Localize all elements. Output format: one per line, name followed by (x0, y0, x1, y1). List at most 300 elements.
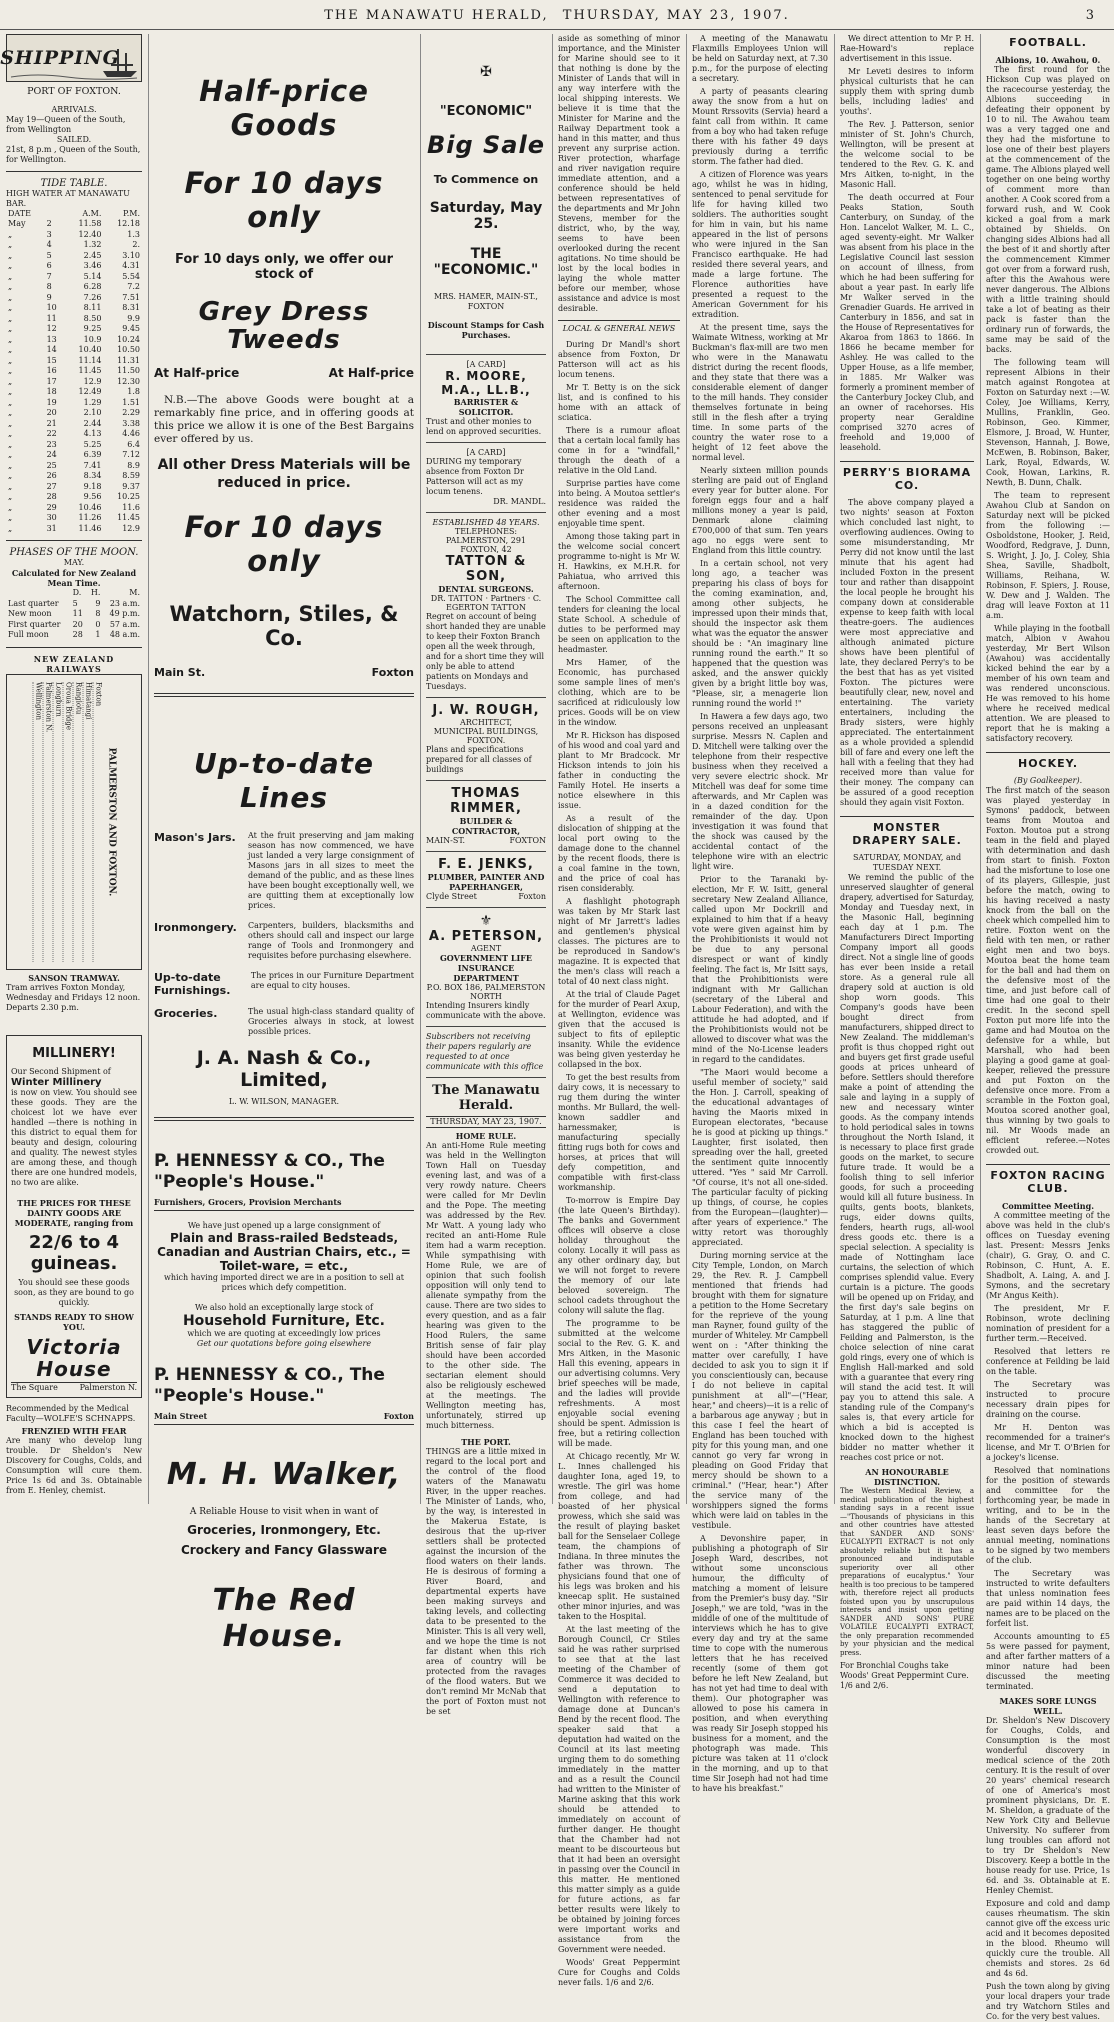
est-text: ESTABLISHED 48 YEARS. (432, 518, 540, 527)
frenzied-text: Are many who develop lung trouble. Dr Sheldon's New Discovery for Coughs, Colds, and Consumption will cure them. Price 1s 6d and 3s. Obtainable from E. Henley, chemist. (6, 1435, 142, 1495)
millinery-title: MILLINERY! (32, 1045, 116, 1061)
peterson-addr: P.O. BOX 186, PALMERSTON NORTH (426, 983, 546, 1001)
tide-cell: „ (8, 481, 13, 491)
hennessy2-name: P. HENNESSY & CO., The "People's House." (154, 1365, 385, 1406)
moon-row (6, 599, 142, 610)
tide-cell: 1.32 (83, 240, 102, 249)
tide-cell: 11.31 (117, 355, 140, 365)
walker-goods2: Crockery and Fancy Glassware (180, 1543, 388, 1557)
subscribers-notice: Subscribers not receiving their papers regularly are requested to at once communicate with this office (426, 1032, 544, 1071)
tide-cell: 8.50 (83, 313, 102, 323)
news-paragraph: During Dr Mandl's short absence from Foxton, Dr Patterson will act as his locum tenens. (558, 340, 680, 379)
tramway-title: SANSON TRAMWAY. (28, 972, 120, 983)
news-paragraph: The death occurred at Four Peaks Station, South Canterbury, on Sunday, of the Hon. Lancelot Walker, M. L. C., aged seventy-eight. Mr Walker was absent from his place in the Legislative Council last session on account of illness, from which he had been suffering for about a year past. In early life Mr Walker served in the Grenadier Guards. He arrived in Canterbury in 1856, and sat in the House of Representatives for Akaroa from 1863 to 1866. In 1866 he became member for Ashley. He was called to the Upper House, as a life member, in 1885. Mr Walker was formerly a prominent member of the Canterbury Jockey Club, and an owner of racehorses. His property near Geraldine comprised 3270 acres of freehold and 19,000 of leasehold. (840, 193, 974, 452)
tide-cell: 2.29 (122, 408, 140, 417)
tide-cell: 11 (46, 313, 57, 323)
peterson-text: Intending Insurers kindly communicate with the above. (426, 1001, 546, 1020)
news-paragraph: The president, Mr F. Robinson, wrote declining nomination of president for a further term.—Received. (986, 1304, 1110, 1343)
push-text: Push the town along by giving your local drapers your trade and try Watchorn Stiles and Co. for the very best values. (986, 1982, 1110, 2021)
moon-col-m: M. (129, 588, 140, 597)
shipping-logo-text: SHIPPING (0, 47, 120, 69)
tide-row (6, 387, 142, 398)
tide-cell: 7 (46, 271, 52, 281)
moon-row (6, 609, 142, 620)
news-paragraph: Mr T. Betty is on the sick list, and is confined to his home with an attack of sciatica. (558, 383, 680, 422)
tide-cell: 11.45 (78, 366, 102, 375)
line-item-text: Carpenters, builders, blacksmiths and others should call and inspect our large range of Tools and Ironmongery and requisites before purchasing elsewhere. (248, 921, 414, 960)
news-paragraph: As a result of the dislocation of shipping at the local port owing to the damage done to the channel by the recent floods, there is a coal famine in the town, and the price of coal has risen considerably. (558, 814, 680, 893)
hennessy-text3: We also hold an exceptionally large stock of (195, 1303, 373, 1312)
up-to-date-list (154, 831, 414, 1037)
port-editorial-title: THE PORT. (461, 1437, 511, 1447)
at-half-left: At Half-price (154, 366, 240, 380)
tide-cell: 6.4 (127, 439, 140, 449)
tide-cell: 11.26 (78, 513, 102, 522)
rough-name: J. W. ROUGH, (432, 703, 540, 718)
watchorn-name: Watchorn, Stiles, & Co. (169, 602, 399, 650)
tide-cell: 12.9 (83, 376, 102, 386)
railway-station-name: Himatangi (84, 681, 93, 719)
tide-cell: 6 (46, 261, 52, 270)
half-price-heading: Half-price Goods (199, 74, 369, 142)
tide-cell: „ (8, 324, 13, 333)
news-paragraph: At the trial of Claude Paget for the murder of Pearl Axup, at Wellington, evidence was given that the accused is subject to fits of epileptic insanity. While the evidence was being given yesterday he collapsed in the box. (558, 990, 680, 1069)
tide-cell: 11.58 (78, 219, 102, 228)
railway-station (63, 682, 73, 962)
tide-cell: 4 (46, 240, 52, 249)
news-paragraph: To get the best results from dairy cows, it is necessary to rug them during the winter months. Mr Bullard, the well-known saddler and harnessmaker, is manufacturing specially fitting rugs both for cows and horses, at prices that will defy competition, and compatible with first-class workmanship. (558, 1073, 680, 1192)
peterson-dept: GOVERNMENT LIFE INSURANCE DEPARTMENT (439, 953, 533, 983)
rimmer-name: THOMAS RIMMER, (450, 786, 522, 816)
port-editorial-text: THINGS are a little mixed in regard to the local port and the control of the flood waters of the Manawatu River, in the upper reaches. The Minister of Lands, who, by the way, is interested in the Makerua Estate, is desirous that the up-river settlers shall be protected against the incursion of the flood waters on their lands. He is desirous of forming a River Board, and departmental experts have been making surveys and taking levels, and collecting data to be presented to the Minister. This is all very well, and we hope the time is not far distant when this rich area of country will be protected from the ravages of the flood waters. But we don't remind Mr McNab that the port of Foxton must not be set (426, 1447, 546, 1716)
rimmer-title: BUILDER & CONTRACTOR, (451, 816, 521, 836)
telephones-label: TELEPHONES: (454, 527, 518, 536)
mandl-text: DURING my temporary absence from Foxton Dr Patterson will act as my locum tenens. (426, 457, 524, 496)
news-paragraph: "The Maori would become a useful member of society," said the Hon. J. Carroll, speaking of the educational advantages of having the Maoris mixed in European electorates, "because he is good at picking up things." Laughter, first isolated, then spreading over the hall, greeted the sentiment quite innocently uttered. "Yes " said Mr Carroll. "Of course, it's not all one-sided. The particular faculty of picking up things, of course, he copies from the European—(laughter)—after years of experience." The witty retort was thoroughly appreciated. (692, 1068, 828, 1247)
line-item (154, 921, 414, 961)
tide-row (6, 282, 142, 293)
news-paragraph: Mr H. Denton was recommended for a trainer's license, and Mr T. O'Brien for a jockey's license. (986, 1423, 1110, 1462)
arrivals-label: ARRIVALS. (51, 104, 97, 114)
moore-name: R. MOORE, M.A., LL.B., (441, 369, 531, 397)
news-list-2 (692, 34, 828, 1794)
tatton-title: DENTAL SURGEONS. (438, 584, 534, 594)
news-paragraph: Nearly sixteen million pounds sterling are paid out of England every year for butter alone. For foreign eggs four and a half millions money a year is paid, Denmark alone claiming £700,000 of that sum. Ten years ago no eggs were sent to England from this little country. (692, 466, 828, 555)
tide-cell: 12.40 (78, 229, 102, 239)
tide-cell: 2.44 (83, 418, 102, 428)
tide-cell: 22 (46, 429, 57, 438)
tide-cell: 5.14 (83, 271, 102, 281)
tide-cell: „ (8, 397, 13, 407)
tide-cell: „ (8, 387, 13, 396)
tide-cell: 3.46 (83, 261, 102, 270)
line-item-label: Ironmongery. (154, 921, 237, 934)
tide-cell: 10.50 (117, 345, 140, 354)
moon-cell: 49 p.m. (109, 609, 140, 618)
tide-cell: „ (8, 366, 13, 375)
arrival-line: May 19—Queen of the South, from Wellington (6, 114, 126, 134)
moon-col-phase (6, 588, 71, 599)
tide-cell: 11.50 (117, 366, 140, 375)
moon-cell: Full moon (8, 630, 49, 639)
home-rule-title: HOME RULE. (455, 1131, 517, 1141)
tide-cell: „ (8, 240, 13, 249)
tide-cell: „ (8, 523, 13, 533)
hennessy-sub: Furnishers, Grocers, Provision Merchants (154, 1197, 414, 1211)
tide-cell: 25 (46, 460, 57, 470)
tide-cell: 21 (46, 418, 57, 428)
news-paragraph: A party of peasants clearing away the snow from a hut on Mount Rrssovits (Servia) heard a faint call from within. It came from a boy who had taken refuge there with his father 49 days previously during a terrific storm. The father had died. (692, 87, 828, 166)
moon-cell: 8 (95, 609, 101, 618)
tide-cell: 31 (46, 523, 57, 533)
news-paragraph: Accounts amounting to £5 5s were passed for payment, and after farther matters of a minor nature had been discussed the meeting terminated. (986, 1632, 1110, 1691)
tide-cell: 6.39 (83, 450, 102, 459)
tide-cell: „ (8, 271, 13, 281)
tide-row (6, 219, 142, 230)
tide-cell: 10 (46, 303, 57, 312)
tide-row (6, 398, 142, 409)
sailed-label: SAILED. (56, 134, 92, 144)
port-title: PORT OF FOXTON. (27, 86, 121, 97)
racing-sub: Committee Meeting. (1002, 1201, 1094, 1211)
news-paragraph: While playing in the football match, Albion v Awahou yesterday, Mr Bert Wilson (Awahou) was accidentally kicked behind the ear by a member of his own team and was rendered unconscious. He was removed to his home where he received medical attention. We are pleased to report that he is making a satisfactory recovery. (986, 624, 1110, 743)
railway-station (43, 682, 53, 962)
news-paragraph: A committee meeting of the above was held in the club's offices on Tuesday evening last. Present: Messrs Jenks (chair), G. Gray, O. and C. Robinson, C. Hunt, A. E. Shadbolt, A. Laing, A. and J. Symons, and the secretary (Mr Angus Keith). (986, 1211, 1110, 1300)
jenks-name: F. E. JENKS, (438, 857, 534, 872)
railway-station (93, 682, 103, 962)
tide-cell: „ (8, 471, 13, 480)
tide-cell: 7.41 (83, 460, 102, 470)
news-list-3 (840, 34, 974, 453)
news-paragraph: Mr R. Hickson has disposed of his wood and coal yard and plant to Mr Bradcock. Mr Hickson intends to join his father in conducting the Family Hotel. He inserts a notice elsewhere in this issue. (558, 731, 680, 810)
tide-cell: 5 (46, 250, 52, 260)
monster-text (840, 873, 974, 1463)
sale-date: Saturday, May 25. (429, 200, 543, 232)
prices-text: You should see these goods soon, as they are bound to go quickly. (14, 1277, 134, 1307)
tide-cell: 1.51 (122, 397, 140, 407)
hennessy-name: P. HENNESSY & CO., The "People's House." (154, 1151, 385, 1192)
line-item (154, 971, 414, 997)
tide-cell: 3.38 (122, 418, 140, 428)
tide-row (6, 314, 142, 325)
line-item-label: Up-to-date Furnishings. (154, 971, 231, 997)
red-house: The Red House. (212, 1583, 356, 1654)
tide-row (6, 524, 142, 535)
card-label: [A CARD] (466, 360, 506, 369)
shipping-logo (0, 34, 142, 82)
jenks-addr-left: Clyde Street (426, 892, 477, 901)
railway-station (73, 682, 83, 962)
rough-text: Plans and specifications prepared for all classes of buildings (426, 745, 532, 774)
millinery-bold: Winter Millinery (11, 1076, 102, 1088)
railway-station (33, 682, 43, 962)
tide-cell: 9.9 (127, 313, 140, 323)
news-paragraph: To-morrow is Empire Day (the late Queen's Birthday). The banks and Government offices will observe a close holiday throughout the colony. Locally it will pass as any other ordinary day, but we will not forget to revere the memory of our late beloved sovereign. The school cadets throughout the colony will salute the flag. (558, 1196, 680, 1315)
tide-row (6, 240, 142, 251)
tide-cell: 10.40 (78, 345, 102, 354)
moon-cell: 5 (72, 598, 78, 608)
tide-row (6, 440, 142, 451)
column-news-2 (692, 34, 828, 1793)
millinery-ad (6, 1035, 142, 1398)
column-shipping (0, 34, 142, 1504)
tatton-text: Regret on account of being short handed they are unable to keep their Foxton Branch open all the week through, and for a short time they will only be able to attend patients on Mondays and Tuesdays. (426, 612, 546, 691)
tide-sub: HIGH WATER AT MANAWATU BAR. (6, 188, 130, 208)
tide-cell: 19 (46, 397, 57, 407)
tide-col-pm: P.M. (122, 208, 140, 218)
tide-row (6, 492, 142, 503)
moon-row (6, 630, 142, 641)
tide-row (6, 461, 142, 472)
rough-title: ARCHITECT, (459, 718, 513, 727)
tide-cell: 10.46 (78, 502, 102, 512)
hamer-text: MRS. HAMER, MAIN-ST., FOXTON (434, 292, 538, 311)
tide-cell: 12 (46, 324, 57, 333)
tide-cell: 1.8 (127, 387, 140, 396)
hennessy-text4: which we are quoting at exceedingly low prices (187, 1329, 381, 1338)
football-text (986, 65, 1110, 744)
tide-cell: 12.18 (117, 219, 140, 228)
news-paragraph: At the present time, says the Waimate Witness, working at Mr Buckman's flax-mill are two men who were in the Manawatu district during the recent floods, and they state that there was a considerable element of danger to the mill hands. They consider themselves fortunate in being still in the flesh after a trying time. In some parts of the country the water rose to a height of 12 feet above the normal level. (692, 323, 828, 462)
tide-cell: „ (8, 460, 13, 470)
hockey-text: The first match of the season was played yesterday in Symons' paddock, between teams from Moutoa and Foxton. Moutoa put a strong team in the field and played with determination and dash from start to finish. Foxton had the misfortune to lose one of its players, Gillespie, just before the match, owing to his having received a nasty knock from the ball on the cheek which compelled him to retire. Foxton went on the field with ten men, or rather eight men and two boys. Moutoa beat the home team for the ball and had them on the defensive most of the time, and just before call of time had one goal to their credit. In the second spell Foxton put more life into the game and had Moutoa on the defensive for a while, but Marshall, who had been playing a good game at goal-keeper, relieved the pressure and put Foxton on the defensive once more. From a scramble in the Foxton goal, Moutoa scored another goal, thus winning by two goals to nil. Mr Woods made an efficient referee.—Notes crowded out. (986, 786, 1110, 1155)
tide-cell: 1.29 (83, 397, 102, 407)
news-paragraph: The Secretary was instructed to procure necessary drain pipes for draining on the course. (986, 1380, 1110, 1419)
moon-cell: 11 (72, 609, 83, 618)
column-news-3 (840, 34, 974, 1690)
tide-col-date: DATE (8, 208, 31, 218)
news-paragraph: During morning service at the City Temple, London, on March 29, the Rev. R. J. Campbell mentioned that friends had brought with them for signature a petition to the Home Secretary for the reprieve of the young man Rayner, found guilty of the murder of Whiteley. Mr Campbell went on : "After thinking the matter over carefully, I have decided to ask you to sign it if you conscientiously can, because I do not believe in capital punishment at all"—("Hear, hear," and cheers)—it is a relic of a barbarous age anyway ; but in this case I feel the heart of England has been touched with pity for this young man, and one cannot go very far wrong in pleading on Good Friday that mercy should be shown to a criminal." ("Hear, hear.") After the service many of the worshippers signed the forms which were laid on tables in the vestibule. (692, 1251, 828, 1530)
all-other-text: All other Dress Materials will be reduced in price. (157, 457, 411, 491)
moon-cell: 28 (72, 630, 83, 639)
offer-text: For 10 days only, we offer our stock of (175, 252, 393, 282)
tide-cell: 3.10 (122, 250, 140, 260)
jenks-title: PLUMBER, PAINTER AND PAPERHANGER, (427, 872, 545, 892)
tide-cell: 7.26 (83, 292, 102, 302)
news-paragraph: A citizen of Florence was years ago, whilst he was in hiding, sentenced to penal servitude for life for having killed two soldiers. The authorities sought for him in vain, but his name appeared in the list of persons who were injured in the San Francisco earthquake. He had resided there several years, and made a large fortune. The Florence authorities have presented a request to the American Government for his extradition. (692, 170, 828, 319)
tide-cell: 9 (46, 292, 52, 302)
nb-text: N.B.—The above Goods were bought at a remarkably fine price, and in offering goods at this price we allow it is one of the Best Bargains ever offered by us. (154, 394, 414, 445)
railway-station-name: Longburn (54, 681, 63, 717)
tide-row (6, 293, 142, 304)
tide-cell: „ (8, 282, 13, 291)
tide-cell: 9.45 (122, 324, 140, 333)
tide-cell: 8.11 (83, 303, 102, 312)
tide-row (6, 335, 142, 346)
tide-cell: 9.18 (83, 481, 102, 491)
tatton-name: TATTON & SON, (445, 554, 527, 584)
railway-station-name: Foxton (94, 681, 103, 706)
tide-cell: 9.25 (83, 324, 102, 333)
tide-cell: 16 (46, 366, 57, 375)
news-paragraph: At the last meeting of the Borough Council, Cr Stiles said he was rather surprised to see that at the last meeting of the Chamber of Commerce it was decided to send a deputation to Wellington with reference to damage done at Duncan's Bend by the recent flood. The speaker said that a deputation had waited on the Council at its last meeting urging them to do something immediately in the matter and as a result the Council had written to the Minister of Marine asking that this work should be attended to immediately on account of further danger. He thought that the Chamber had not meant to be discourteous but that it had been an oversight in passing over the Council in this matter. He mentioned this matter simply as a guide for future actions, as far better results were likely to be obtained by joining forces were important works and assistance from the Government were needed. (558, 1625, 680, 1954)
nash-manager: L. W. WILSON, MANAGER. (228, 1097, 340, 1106)
victoria-house: Victoria House (26, 1334, 122, 1381)
tide-cell: 11.14 (78, 355, 102, 365)
hennessy-text1: We have just opened up a large consignment of (187, 1221, 381, 1230)
tel-line: PALMERSTON, 291 FOXTON, 42 (445, 536, 526, 554)
tide-row (6, 356, 142, 367)
tide-row (6, 419, 142, 430)
get-quotes: Get our quotations before going elsewhere (196, 1339, 372, 1348)
news-paragraph: We remind the public of the unreserved slaughter of general drapery, advertised for Saturday, Monday and Tuesday next, in the Masonic Hall, beginning each day at 1 p.m. The Manufacturers Direct Importing Company import all goods direct. Not a single line of goods has ever been inside a retail store. As a general rule all drapery sold at auction is old shop worn goods. This Company's goods have been bought direct from manufacturers, shipped direct to New Zealand. The middleman's profit is thus chopped right out and buyers get first grade useful goods at prices unheard of before. Settlers should therefore make a point of attending the sale and laying in a supply of new and necessary winter goods. As the company intends to hold periodical sales in towns throughout the North Island, it is necessary to place first grade goods on the market, to secure future trade. It would be a foolish thing to sell inferior goods, for such a proceeding would kill all future business. In quilts, gents boots, blankets, rugs, eider downs quilts, fenders, hearth rugs, all-wool dress goods etc. there is a special selection. A speciality is made of Nottingham lace curtains, the selection of which comprises splendid value. Every curtain is a picture. The goods will be opened up on Friday, and the first day's sale begins on Saturday, at 1 p.m. A line that has staggered the public of Feilding and Palmerston, is the choice selection of nine carat gold rings, every one of which is English Hall-marked and sold with a guarantee that every ring will stand the acid test. It will pay you to attend this sale. A standing rule of the Company's sales is, that every article for which a bid is accepted is knocked down to the highest bidder no matter whether it reaches cost price or not. (840, 873, 974, 1462)
bedsteads-text: Plain and Brass-railed Bedsteads, Canadian and Austrian Chairs, etc., = Toilet-ware, = etc., (157, 1231, 411, 1273)
rough-addr: MUNICIPAL BUILDINGS, FOXTON. (433, 727, 539, 745)
tide-row (6, 303, 142, 314)
economic-title: "ECONOMIC" (439, 104, 533, 119)
news-paragraph: Mr Leveti desires to inform physical culturists that he can supply them with spring dumb bells, including ladies' and youths'. (840, 67, 974, 116)
railway-title: NEW ZEALAND RAILWAYS (33, 653, 115, 674)
watchorn-addr-left: Main St. (154, 666, 206, 679)
tide-cell: 8 (46, 282, 52, 291)
tide-cell: „ (8, 261, 13, 270)
tide-row (6, 377, 142, 388)
line-item-label: Mason's Jars. (154, 831, 236, 844)
tide-title: TIDE TABLE. (40, 177, 108, 189)
tide-cell: „ (8, 408, 13, 417)
tide-row (6, 503, 142, 514)
hockey-by: (By Goalkeeper). (1013, 776, 1083, 785)
tide-cell: „ (8, 429, 13, 438)
herald-title: The Manawatu Herald. (432, 1083, 540, 1113)
tide-cell: 28 (46, 492, 57, 501)
tide-cell: 4.31 (122, 261, 140, 270)
railway-station-name: Rangiotu (74, 681, 83, 714)
discount-text: Discount Stamps for Cash Purchases. (427, 320, 545, 340)
column-rule (980, 34, 981, 1504)
railway-station-name: Wellington (34, 681, 43, 720)
home-rule-text: An anti-Home Rule meeting was held in the Wellington Town Hall on Tuesday evening last, and was of a very rowdy nature. Cheers were called for Mr Devlin and the Pope. The meeting was addressed by the Rev. Mr Watt. A young lady who recited an anti-Home Rule item had a warm reception. While sympathising with Home Rule, we are of opinion that such foolish opposition will only tend to alienate sympathy from the cause. There are two sides to every question, and as a fair hearing was given to the Hood Rulers, the same British sense of fair play should have been accorded to the other side. The sectarian element should also be religiously eschewed at the meetings. The Wellington meeting has, unfortunately, stirred up much bitterness. (426, 1141, 546, 1430)
news-paragraph: The first round for the Hickson Cup was played on the racecourse yesterday, the Albions succeeding in defeating their opponent by 10 to nil. The Awahou team was a very tagged one and they had the misfortune to lose one of their best players at the commencement of the game. The Albions played well together on one being worthy of comment more than another. A Cook scored from a forward rush, and W. Cook kicked a goal from a mark obtained by Shields. On changing sides Albions had all the best of it and shortly after the commencement Kimmer got over from a forward rush, after this the Awahous were never dangerous. The Albions with a little training should take a lot of beating as their pack is faster than the ordinary run of forwards, the same may be said of the backs. (986, 65, 1110, 354)
moon-cell: Last quarter (8, 598, 59, 608)
news-paragraph: The team to represent Awahou Club at Sandon on Saturday next will be picked from the following :—Osboldstone, Hooker, J. Reid, Woodford, Redgrave, J. Dunn, S. Wright, J. Jo, J. Coley, Shia Shea, Saville, Shadbolt, Williams, Reihana, W. Robinson, F. Spiers, J. Rouse, W. Dew and J. Walden. The drag will leave Foxton at 11 a.m. (986, 491, 1110, 620)
football-title: FOOTBALL. (1009, 36, 1087, 49)
tide-cell: „ (8, 502, 13, 512)
millinery-text: is now on view. You should see these goods. They are the choicest lot we have ever handled —there is nothing in this district to equal them for beauty and design, colouring and quality. The newest styles are among these, and though there are one hundred models, no two are alike. (11, 1087, 137, 1187)
railway-station-name: Oroua Bridge (64, 681, 73, 730)
tide-col-day (45, 209, 65, 220)
tide-row (6, 450, 142, 461)
tide-row (6, 482, 142, 493)
tide-cell: 12.49 (78, 387, 102, 396)
news-paragraph: A Devonshire paper, in publishing a photograph of Sir Joseph Ward, describes, not without some unconscious humour, the difficulty of matching a moment of leisure from the Premier's busy day. "Sir Joseph," we are told, "was in the middle of one of the multitude of interviews which he has to give every day and try at the same time to cope with the numerous letters that he has received recently (some of them got before he left New Zealand, but has not yet had time to deal with them). Our photographer was allowed to pose his camera in position, and when everything was ready Sir Joseph stopped his business for a moment, and the photograph was made. This picture was taken at 11 o'clock in the morning, and up to that time Sir Joseph had not had time to have his breakfast." (692, 1534, 828, 1793)
tide-cell: „ (8, 334, 13, 344)
tide-cell: 27 (46, 481, 57, 491)
news-paragraph: The above company played a two nights' season at Foxton which concluded last night, to overflowing audiences. Owing to some misunderstanding, Mr Perry did not know until the last minute that his agent had included Foxton in the present tour and rather than disappoint the local people he brought his company down at considerable expense to keep faith with local theatre-goers. The audiences were most appreciative and although animated picture shows have been plentiful of late, they declared Perry's to be the best that has as yet visited Foxton. The pictures were beautifully clear, new, novel and entertaining. The variety entertainers, including the Brady sisters, were highly appreciated. The entertainment as a whole provided a splendid bill of fare and every one left the hall with a feeling that they had received more than value for their money. The company can be assured of a good reception should they again visit Foxton. (840, 498, 974, 807)
moon-cell: 57 a.m. (109, 619, 140, 629)
at-half-right: At Half-price (328, 366, 414, 380)
column-ads (154, 34, 414, 1654)
news-paragraph: A meeting of the Manawatu Flaxmills Employees Union will be held on Saturday next, at 7.30 p.m., for the purpose of electing a secretary. (692, 34, 828, 83)
lungs-text: Dr. Sheldon's New Discovery for Coughs, Colds, and Consumption is the most wonderful discovery in medical science of the 20th century. It is the result of over 20 years' chemical research of one of America's most prominent physicians, Dr. E. M. Sheldon, a graduate of the New York City and Bellevue University. No sufferer from lung troubles can afford not to try Dr Sheldon's New Discovery. Keep a bottle in the house ready for use. Price, 1s 6d. and 3s. Obtainable at E. Henley Chemist. (986, 1716, 1110, 1895)
column-local-news (558, 34, 680, 1987)
line-item-text: The prices in our Furniture Department are equal to city houses. (250, 971, 414, 990)
honourable-text: The Western Medical Review, a medical publication of the highest standing says in a recent issue—"Thousands of physicians in this and other countries have attested that SANDER AND SONS' EUCALYPTI EXTRACT is not only absolutely reliable but it has a pronounced and indisputable superiority over all other preparations of eucalyptus." Your health is too precious to be tampered with, therefore reject all products foisted upon you by unscrupulous interests and insist upon getting SANDER AND SONS' PURE VOLATILE EUCALYPTI EXTRACT, the only preparation recommended by your physician and the medical press. (840, 1487, 974, 1657)
news-paragraph: The following team will represent Albions in their match against Rongotea at Foxton on Saturday next :—W. Coley, Joe Williams, Kerry, Mullins, Franklin, Geo. Robinson, Geo. Kimmer, Elsmore, J. Broad, W. Hunter, Stevenson, Hannah, J. Bowe, McEwen, B. Robinson, Baker, Lark, Royal, Edwards, W. Cook, Howan, Larkins, R. Newth, B. Dunn, Chalk. (986, 358, 1110, 487)
watchorn-addr-right: Foxton (371, 666, 414, 679)
peterson-agent: AGENT (470, 944, 502, 953)
news-paragraph: Prior to the Taranaki by-election, Mr F. W. Isitt, general secretary New Zealand Alliance, called upon Mr Dockrill and explained to him that if a heavy vote were given against him by the Prohibitionists it would not be due to any personal disrespect or want of kindly feeling. The fact is, Mr Isitt says, that the Prohibitionists were indignant with Mr Gallichan (secretary of the Liberal and Labour Federation), and with the attitude he had adopted, and if the Prohibitionists would not be allowed to discover what was the mind of the No-License leaders in regard to the candidates. (692, 875, 828, 1064)
tide-cell: 7.51 (122, 292, 140, 302)
tide-cell: May (8, 219, 26, 228)
tide-row (6, 272, 142, 283)
tide-cell: 15 (46, 355, 57, 365)
tide-cell: „ (8, 303, 13, 312)
tide-col-am: A.M. (82, 208, 102, 218)
exposure-text: Exposure and cold and damp causes rheumatism. The skin cannot give off the excess uric acid and it becomes deposited in the blood. Rheumo will quickly cure the trouble. All chemists and stores. 2s 6d and 4s 6d. (986, 1899, 1110, 1978)
moon-sub: Calculated for New Zealand Mean Time. (11, 568, 137, 588)
price-range: 22/6 to 4 guineas. (28, 1231, 120, 1274)
tide-cell: 4.46 (122, 429, 140, 438)
rimmer-addr-left: MAIN-ST. (426, 836, 466, 845)
hennessy2-left: Main Street (154, 1411, 208, 1421)
news-paragraph: We direct attention to Mr P. H. Rae-Howard's replace advertisement in this issue. (840, 34, 974, 63)
news-paragraph: The Rev. J. Patterson, senior minister of St. John's Church, Wellington, will be present at the welcome social to be tendered to the Rev. G. K. and Mrs Aitken, to-night, in the Masonic Hall. (840, 120, 974, 189)
tide-cell: 7.2 (127, 282, 140, 291)
tide-cell: 4.13 (83, 429, 102, 438)
news-paragraph: Mrs Hamer, of the Economic, has purchased some sample lines of men's clothing, which are to be sacrificed at ridiculously low prices. Goods will be on view in the window. (558, 658, 680, 727)
tweeds-heading: Grey Dress Tweeds (198, 297, 370, 355)
tide-table (6, 209, 142, 535)
peterson-name: A. PETERSON, (428, 929, 544, 944)
news-paragraph: The programme to be submitted at the welcome social to the Rev. G. K. and Mrs Aitken, in the Masonic Hall this evening, appears in our advertising columns. Very brief speeches will be made, and the ladies will provide refreshments. A most enjoyable social evening should be spent. Admission is free, but a retiring collection will be made. (558, 1319, 680, 1448)
honourable-title: AN HONOURABLE DISTINCTION. (865, 1467, 949, 1487)
news-paragraph: There is a rumour afloat that a certain local family has come in for a "windfall," through the death of a relative in the Old Land. (558, 426, 680, 475)
column-rule (552, 34, 553, 1504)
masthead-page: 3 (1085, 8, 1096, 23)
tide-cell: 1.3 (127, 229, 140, 239)
tide-row (6, 471, 142, 482)
tide-cell: 8.31 (122, 303, 140, 312)
mandl-sig: DR. MANDL. (493, 497, 546, 506)
tide-cell: 24 (46, 450, 57, 459)
news-paragraph: A flashlight photograph was taken by Mr Stark last night of Mr Jarrett's ladies and gentlemen's physical classes. The pictures are to be reproduced in Sandow's magazine. It is expected that the men's class will reach a total of 40 next class night. (558, 897, 680, 986)
line-item (154, 831, 414, 911)
tide-row (6, 324, 142, 335)
moon-cell: First quarter (8, 619, 61, 629)
moon-cell: New moon (8, 609, 52, 618)
tide-row (6, 251, 142, 262)
tide-cell: „ (8, 355, 13, 365)
prices-title: THE PRICES FOR THESE DAINTY GOODS ARE MODERATE, ranging from (14, 1197, 134, 1228)
tide-cell: 10.25 (117, 492, 140, 501)
railway-table-title: PALMERSTON AND FOXTON. (106, 747, 117, 896)
tide-cell: 6.28 (83, 282, 102, 291)
line-item-label: Groceries. (154, 1007, 218, 1020)
news-paragraph: Resolved that letters re conference at Feilding be laid on the table. (986, 1347, 1110, 1376)
tide-cell: 11.45 (117, 513, 140, 522)
tide-cell: 11.46 (78, 523, 102, 533)
moon-row (6, 620, 142, 631)
tide-cell: 10.24 (117, 334, 140, 344)
moon-col-h: H. (90, 588, 101, 597)
news-paragraph: In a certain school, not very long ago, a teacher was preparing his class of boys for the coming examination, and, among other subjects, he impressed upon their minds that, should the inspector ask them what was the equator the answer should be : "An imaginary line running round the earth." It so happened that the question was asked, and the answer quickly given by a bright little boy was, "Please, sir, a menagerie lion running round the world !" (692, 559, 828, 708)
tide-row (6, 366, 142, 377)
column-rule (686, 34, 687, 1504)
tide-cell: „ (8, 292, 13, 302)
biorama-text (840, 498, 974, 808)
moon-cell: 0 (95, 619, 101, 629)
tide-row (6, 429, 142, 440)
news-paragraph: At Chicago recently, Mr W. L. Innes challenged his daughter Iona, aged 19, to wrestle. The girl was home from college, and had boasted of her physical prowess, which she said was the result of playing basket ball for the Senselaer College team, the champions of Indiana. In three minutes the father was thrown. The physicians found that one of his legs was broken and his kneecap split. He sustained other minor injuries, and was taken to the Hospital. (558, 1452, 680, 1621)
moore-title: BARRISTER & SOLICITOR. (453, 397, 519, 417)
railway-station (53, 682, 63, 962)
tide-row (6, 230, 142, 241)
tide-cell: „ (8, 345, 13, 354)
tide-cell: „ (8, 439, 13, 449)
tide-cell: 9.37 (122, 481, 140, 491)
tide-cell: „ (8, 450, 13, 459)
